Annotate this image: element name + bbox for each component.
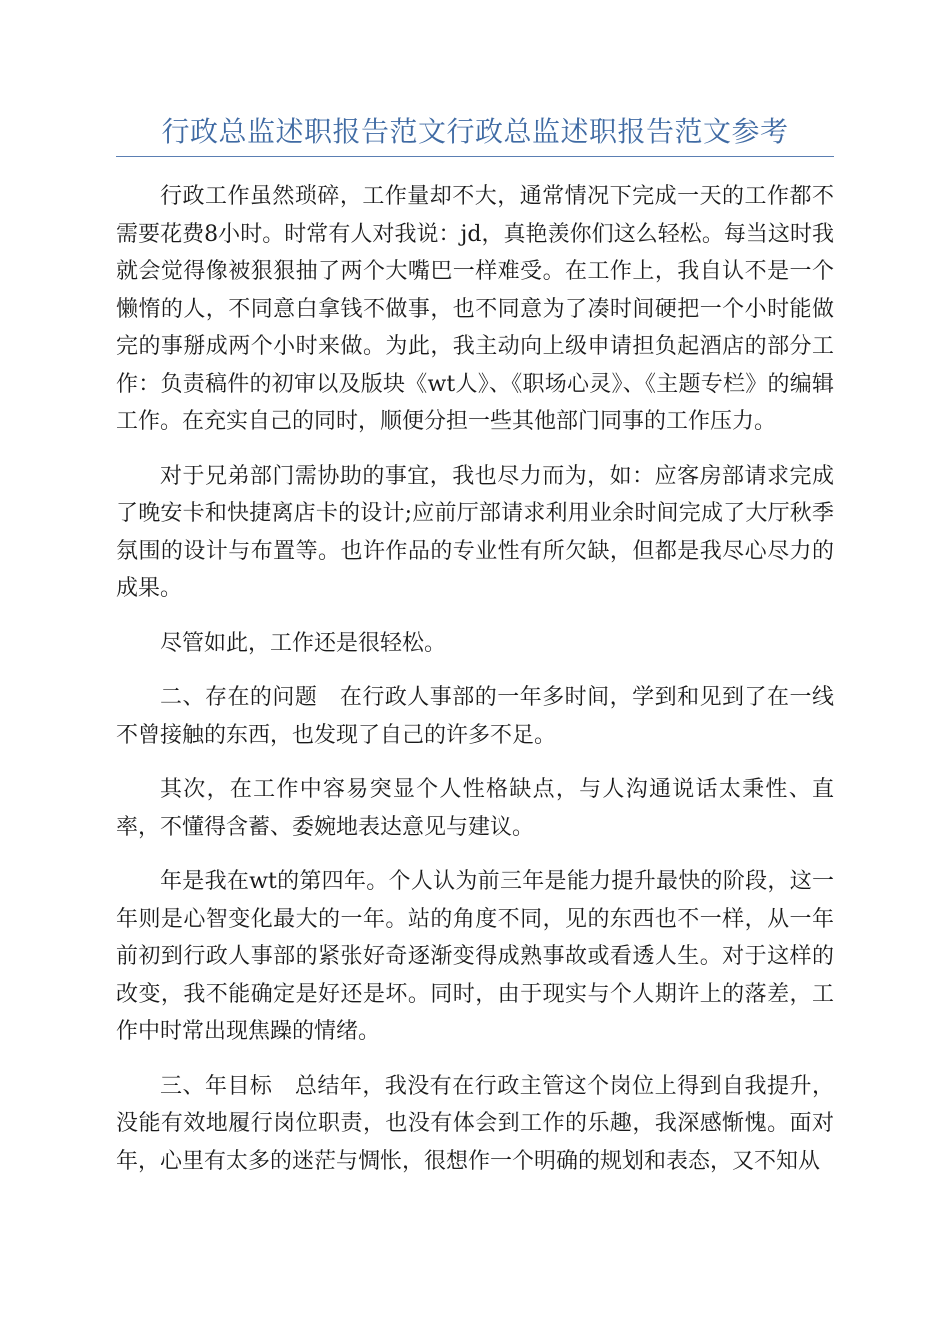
paragraph: 年是我在wt的第四年。个人认为前三年是能力提升最快的阶段，这一年则是心智变化最大的一年。站的角度不同，见的东西也不一样，从一年前初到行政人事部的紧张好奇逐渐变得成熟事故或看透人生。对于这样的改变，我不能确定是好还是坏。同时，由于现实与个人期许上的落差，工作中时常出现焦躁的情绪。 (116, 869, 834, 1044)
title-block (116, 112, 834, 157)
document-body (116, 178, 834, 1197)
paragraph: 对于兄弟部门需协助的事宜，我也尽力而为，如：应客房部请求完成了晚安卡和快捷离店卡的设计;应前厅部请求利用业余时间完成了大厅秋季氛围的设计与布置等。也许作品的专业性有所欠缺，但都是我尽心尽力的成果。 (116, 463, 834, 601)
paragraph: 行政工作虽然琐碎，工作量却不大，通常情况下完成一天的工作都不需要花费8小时。时常有人对我说：jd，真艳羡你们这么轻松。每当这时我就会觉得像被狠狠抽了两个大嘴巴一样难受。在工作上，我自认不是一个懒惰的人，不同意白拿钱不做事，也不同意为了凑时间硬把一个小时能做完的事掰成两个小时来做。为此，我主动向上级申请担负起酒店的部分工作：负责稿件的初审以及版块《wt人》、《职场心灵》、《主题专栏》的编辑工作。在充实自己的同时，顺便分担一些其他部门同事的工作压力。 (116, 184, 834, 434)
paragraph: 二、存在的问题 在行政人事部的一年多时间，学到和见到了在一线不曾接触的东西，也发现了自己的许多不足。 (116, 685, 834, 748)
paragraph: 尽管如此，工作还是很轻松。 (160, 630, 447, 656)
paragraph: 三、年目标 总结年，我没有在行政主管这个岗位上得到自我提升，没能有效地履行岗位职责，也没有体会到工作的乐趣，我深感惭愧。面对年，心里有太多的迷茫与惆怅，很想作一个明确的规划和表态，又不知从 (116, 1073, 834, 1174)
paragraph: 其次，在工作中容易突显个人性格缺点，与人沟通说话太秉性、直率，不懂得含蓄、委婉地表达意见与建议。 (116, 777, 834, 840)
document-title: 行政总监述职报告范文行政总监述职报告范文参考 (161, 115, 789, 148)
